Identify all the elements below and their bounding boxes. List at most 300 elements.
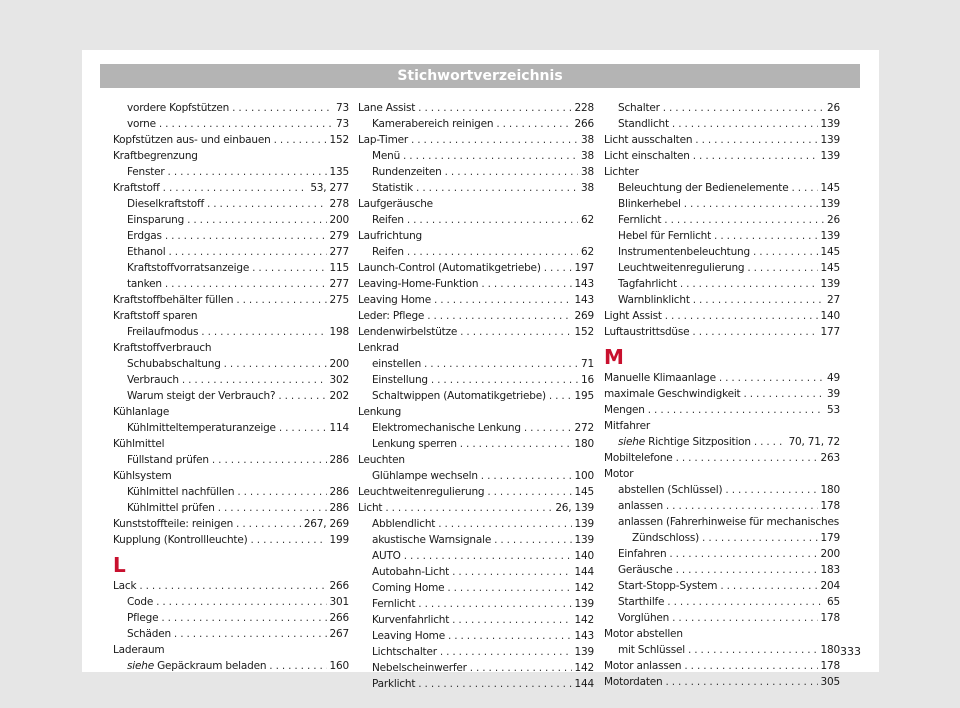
leader-dots — [669, 546, 817, 562]
leader-dots — [187, 212, 326, 228]
index-entry-page: 272 — [574, 422, 594, 434]
leader-dots — [418, 676, 571, 692]
index-entry-label: Kunststoffteile: reinigen — [113, 518, 234, 530]
index-entry-page: 26 — [827, 102, 840, 114]
index-entry-page: 139 — [820, 230, 840, 242]
index-column-3 — [604, 100, 840, 690]
index-entry — [358, 484, 594, 500]
index-entry-page: 27 — [827, 294, 840, 306]
index-entry-page: 180 — [820, 644, 840, 656]
leader-dots — [165, 228, 327, 244]
index-entry — [358, 164, 594, 180]
leader-dots — [251, 532, 327, 548]
leader-dots — [688, 642, 818, 658]
index-entry-label: Kraftbegrenzung — [113, 150, 198, 162]
index-entry — [358, 612, 594, 628]
index-entry-page: 100 — [574, 470, 594, 482]
index-entry — [113, 276, 349, 292]
index-entry — [358, 244, 594, 260]
index-entry-page: 267, 269 — [303, 518, 349, 530]
index-entry-page: 16 — [581, 374, 594, 386]
index-entry-page: 197 — [574, 262, 594, 274]
leader-dots — [385, 500, 552, 516]
index-entry-page: 38 — [581, 150, 594, 162]
leader-dots — [448, 628, 572, 644]
index-entry-page: 179 — [820, 532, 840, 544]
index-entry-page: 178 — [820, 612, 840, 624]
index-entry-label: Einsparung — [127, 214, 185, 226]
index-entry-page: 178 — [820, 660, 840, 672]
index-entry-page: 267 — [329, 628, 349, 640]
index-entry — [113, 610, 349, 626]
index-entry — [113, 196, 349, 212]
index-entry — [358, 148, 594, 164]
index-entry-label: Hebel für Fernlicht — [618, 230, 712, 242]
index-entry-page: 152 — [329, 134, 349, 146]
index-entry — [113, 436, 349, 452]
index-entry — [358, 564, 594, 580]
index-entry — [604, 546, 840, 562]
index-entry-label: Menü — [372, 150, 401, 162]
index-entry-label: Licht — [358, 502, 383, 514]
index-entry-label: Motor anlassen — [604, 660, 682, 672]
index-entry-label: Laufgeräusche — [358, 198, 433, 210]
index-entry-label: Schalter — [618, 102, 660, 114]
index-entry-label: Dieselkraftstoff — [127, 198, 204, 210]
index-entry-page: 266 — [329, 612, 349, 624]
index-entry-page: 62 — [581, 214, 594, 226]
index-entry-page: 139 — [574, 518, 594, 530]
index-entry-page: 38 — [581, 134, 594, 146]
index-entry — [358, 356, 594, 372]
index-entry — [604, 276, 840, 292]
index-entry-page: 135 — [329, 166, 349, 178]
index-entry-page: 180 — [574, 438, 594, 450]
index-entry — [604, 148, 840, 164]
index-entry — [113, 420, 349, 436]
leader-dots — [418, 596, 571, 612]
index-entry-label: Füllstand prüfen — [127, 454, 209, 466]
index-entry-label — [618, 434, 751, 450]
index-entry-label: mit Schlüssel — [618, 644, 685, 656]
index-entry-page: 183 — [820, 564, 840, 576]
index-entry — [113, 658, 349, 674]
index-entry-label: Licht einschalten — [604, 150, 690, 162]
leader-dots — [411, 132, 578, 148]
see-reference: siehe — [618, 436, 645, 448]
index-entry — [358, 532, 594, 548]
index-entry-label: akustische Warnsignale — [372, 534, 492, 546]
index-entry — [113, 484, 349, 500]
index-entry-page: 202 — [329, 390, 349, 402]
index-entry-label: Leder: Pflege — [358, 310, 425, 322]
index-entry-label: Kühlmittel prüfen — [127, 502, 215, 514]
index-entry — [113, 404, 349, 420]
index-entry — [113, 594, 349, 610]
index-entry — [113, 100, 349, 116]
index-column-2 — [358, 100, 594, 692]
page-number: 333 — [840, 645, 861, 658]
index-entry-label: Lichter — [604, 166, 639, 178]
index-entry-label: Kühlmitteltemperaturanzeige — [127, 422, 276, 434]
index-entry — [358, 628, 594, 644]
leader-dots — [754, 434, 786, 450]
index-entry-label: Lendenwirbelstütze — [358, 326, 458, 338]
index-entry — [604, 180, 840, 196]
index-entry-page: 115 — [329, 262, 349, 274]
leader-dots — [714, 228, 818, 244]
leader-dots — [667, 594, 824, 610]
leader-dots — [434, 292, 572, 308]
index-entry-page: 145 — [574, 486, 594, 498]
index-entry — [113, 388, 349, 404]
leader-dots — [218, 500, 327, 516]
leader-dots — [664, 212, 824, 228]
index-entry-label: Motordaten — [604, 676, 663, 688]
leader-dots — [201, 324, 326, 340]
index-entry-page: 277 — [329, 278, 349, 290]
index-entry — [113, 260, 349, 276]
index-entry-page: 73 — [336, 102, 349, 114]
leader-dots — [440, 644, 572, 660]
index-entry-label: Lane Assist — [358, 102, 416, 114]
index-entry — [113, 308, 349, 324]
index-entry-label: AUTO — [372, 550, 401, 562]
index-entry-label: Leaving Home — [358, 294, 431, 306]
index-entry — [604, 434, 840, 450]
index-entry-label: Reifen — [372, 246, 404, 258]
index-entry-label: Fenster — [127, 166, 165, 178]
index-entry — [358, 436, 594, 452]
index-entry-page: 139 — [574, 646, 594, 658]
index-entry-page: 266 — [329, 580, 349, 592]
index-entry — [113, 516, 349, 532]
index-entry-page: 177 — [820, 326, 840, 338]
index-entry-page: 305 — [820, 676, 840, 688]
index-entry — [113, 532, 349, 548]
index-entry-page: 73 — [336, 118, 349, 130]
index-entry-page: 144 — [574, 566, 594, 578]
index-entry-label: Standlicht — [618, 118, 669, 130]
index-entry — [358, 212, 594, 228]
index-entry — [604, 308, 840, 324]
index-entry — [113, 164, 349, 180]
index-entry-page: 301 — [329, 596, 349, 608]
index-entry-page: 143 — [574, 630, 594, 642]
index-entry-label: Lenkung sperren — [372, 438, 457, 450]
index-entry — [604, 658, 840, 674]
index-entry-page: 286 — [329, 502, 349, 514]
index-entry — [604, 164, 840, 180]
leader-dots — [404, 548, 572, 564]
index-entry — [604, 386, 840, 402]
index-entry-label: Geräusche — [618, 564, 673, 576]
leader-dots — [481, 468, 572, 484]
leader-dots — [481, 276, 571, 292]
leader-dots — [452, 564, 571, 580]
leader-dots — [407, 244, 578, 260]
index-entry-page: 228 — [574, 102, 594, 114]
index-entry-page: 263 — [820, 452, 840, 464]
index-entry — [358, 644, 594, 660]
index-entry-label: Manuelle Klimaanlage — [604, 372, 716, 384]
index-entry-page: 269 — [574, 310, 594, 322]
index-entry — [604, 228, 840, 244]
index-entry — [113, 500, 349, 516]
index-entry-page: 144 — [574, 678, 594, 690]
index-entry — [604, 466, 840, 482]
index-entry-label: Mobiltelefone — [604, 452, 673, 464]
index-entry-page: 143 — [574, 294, 594, 306]
index-entry-label: einstellen — [372, 358, 422, 370]
index-entry-label: Schäden — [127, 628, 171, 640]
leader-dots — [665, 308, 818, 324]
index-entry — [358, 404, 594, 420]
index-entry-label — [127, 658, 266, 674]
index-entry — [604, 196, 840, 212]
index-entry-label: Kraftstoffverbrauch — [113, 342, 212, 354]
leader-dots — [224, 356, 327, 372]
index-entry — [604, 324, 840, 340]
index-entry-page: 145 — [820, 182, 840, 194]
index-entry — [358, 100, 594, 116]
leader-dots — [236, 292, 326, 308]
index-entry-page: 195 — [574, 390, 594, 402]
index-entry — [358, 196, 594, 212]
index-entry-page: 142 — [574, 662, 594, 674]
index-entry-label: Coming Home — [372, 582, 445, 594]
leader-dots — [165, 276, 327, 292]
index-entry-page: 139 — [820, 118, 840, 130]
index-entry-label: Leuchtweitenregulierung — [358, 486, 485, 498]
index-entry-label: Leaving-Home-Funktion — [358, 278, 479, 290]
index-entry-label: Erdgas — [127, 230, 162, 242]
leader-dots — [424, 356, 578, 372]
leader-dots — [269, 658, 326, 674]
leader-dots — [156, 594, 326, 610]
index-entry-label: Kraftstoffvorratsanzeige — [127, 262, 250, 274]
index-entry-label: Einstellung — [372, 374, 428, 386]
index-column-1 — [113, 100, 349, 674]
index-entry — [358, 452, 594, 468]
leader-dots — [791, 180, 817, 196]
index-entry — [604, 514, 840, 530]
index-entry — [604, 626, 840, 642]
index-entry-label: Lenkung — [358, 406, 402, 418]
index-entry-label: vordere Kopfstützen — [127, 102, 230, 114]
index-letter-heading: L — [113, 553, 126, 577]
index-entry — [604, 370, 840, 386]
index-entry-page: 26 — [827, 214, 840, 226]
index-entry-label: Lichtschalter — [372, 646, 437, 658]
index-entry-page: 139 — [820, 150, 840, 162]
index-entry-label: Kraftstoff — [113, 182, 160, 194]
leader-dots — [702, 530, 818, 546]
leader-dots — [524, 420, 572, 436]
leader-dots — [212, 452, 327, 468]
index-entry-label: Nebelscheinwerfer — [372, 662, 467, 674]
section-header: Stichwortverzeichnis — [100, 64, 860, 88]
index-entry-page: 178 — [820, 500, 840, 512]
leader-dots — [753, 244, 818, 260]
index-entry-label: Fernlicht — [372, 598, 416, 610]
index-entry-page: 200 — [329, 214, 349, 226]
index-letter-heading: M — [604, 345, 624, 369]
index-entry-label: anlassen (Fahrerhinweise für mechanisches — [618, 516, 839, 528]
leader-dots — [418, 100, 571, 116]
index-entry-label: Laderaum — [113, 644, 165, 656]
leader-dots — [719, 370, 824, 386]
index-entry-page: 65 — [827, 596, 840, 608]
index-entry — [604, 212, 840, 228]
index-entry — [358, 580, 594, 596]
index-entry — [113, 468, 349, 484]
index-entry — [604, 418, 840, 434]
leader-dots — [447, 580, 571, 596]
leader-dots — [470, 660, 572, 676]
leader-dots — [438, 516, 571, 532]
index-entry-label: Kraftstoffbehälter füllen — [113, 294, 234, 306]
index-entry-label: Luftaustrittsdüse — [604, 326, 690, 338]
index-entry-label: Leuchten — [358, 454, 405, 466]
index-entry-page: 140 — [820, 310, 840, 322]
index-entry-label: Pflege — [127, 612, 159, 624]
leader-dots — [549, 388, 572, 404]
index-entry-page: 145 — [820, 262, 840, 274]
index-entry-page: 277 — [329, 246, 349, 258]
index-entry — [604, 674, 840, 690]
index-entry-label: Kühlmittel nachfüllen — [127, 486, 235, 498]
index-entry — [113, 180, 349, 196]
index-entry-label: Abblendlicht — [372, 518, 436, 530]
index-entry-label: Blinkerhebel — [618, 198, 681, 210]
index-entry — [358, 228, 594, 244]
index-entry — [604, 642, 840, 658]
index-entry — [113, 578, 349, 594]
index-entry — [358, 676, 594, 692]
index-entry-page: 139 — [820, 198, 840, 210]
index-entry — [113, 452, 349, 468]
leader-dots — [720, 578, 817, 594]
index-entry-page: 278 — [329, 198, 349, 210]
leader-dots — [168, 164, 327, 180]
index-entry — [113, 132, 349, 148]
leader-dots — [161, 610, 326, 626]
index-entry — [358, 324, 594, 340]
index-entry-page: 38 — [581, 166, 594, 178]
leader-dots — [544, 260, 572, 276]
index-entry — [604, 244, 840, 260]
index-entry-label: Lenkrad — [358, 342, 399, 354]
index-entry — [113, 642, 349, 658]
index-entry-label: vorne — [127, 118, 156, 130]
index-entry — [358, 516, 594, 532]
leader-dots — [496, 116, 571, 132]
index-entry-label: tanken — [127, 278, 162, 290]
index-entry-label: Lap-Timer — [358, 134, 408, 146]
index-entry — [358, 548, 594, 564]
index-entry-label: Rundenzeiten — [372, 166, 442, 178]
leader-dots — [279, 420, 327, 436]
index-entry-page: 200 — [820, 548, 840, 560]
index-entry-label: Kupplung (Kontrollleuchte) — [113, 534, 248, 546]
index-entry-label: Statistik — [372, 182, 414, 194]
index-entry-label: Beleuchtung der Bedienelemente — [618, 182, 789, 194]
index-entry-label: Kurvenfahrlicht — [372, 614, 450, 626]
leader-dots — [159, 116, 333, 132]
index-entry-label: Mengen — [604, 404, 645, 416]
index-entry — [358, 388, 594, 404]
index-entry-label: Kopfstützen aus- und einbauen — [113, 134, 271, 146]
leader-dots — [182, 372, 327, 388]
leader-dots — [427, 308, 571, 324]
index-entry-page: 198 — [329, 326, 349, 338]
index-entry — [604, 530, 840, 546]
index-entry-label: Vorglühen — [618, 612, 670, 624]
index-entry-label: Kraftstoff sparen — [113, 310, 198, 322]
leader-dots — [174, 626, 327, 642]
index-entry-page: 139 — [574, 534, 594, 546]
index-entry-label: Tagfahrlicht — [618, 278, 677, 290]
leader-dots — [693, 292, 824, 308]
index-entry — [604, 482, 840, 498]
leader-dots — [232, 100, 333, 116]
index-entry-page: 38 — [581, 182, 594, 194]
leader-dots — [747, 260, 817, 276]
index-entry — [113, 324, 349, 340]
index-entry — [604, 100, 840, 116]
index-entry-page: 180 — [820, 484, 840, 496]
leader-dots — [207, 196, 327, 212]
index-entry-page: 279 — [329, 230, 349, 242]
leader-dots — [407, 212, 578, 228]
leader-dots — [666, 674, 818, 690]
index-entry — [604, 402, 840, 418]
leader-dots — [494, 532, 571, 548]
index-entry-label: Laufrichtung — [358, 230, 422, 242]
leader-dots — [403, 148, 578, 164]
index-entry — [604, 610, 840, 626]
index-entry — [358, 116, 594, 132]
index-entry — [358, 180, 594, 196]
index-entry-page: 143 — [574, 278, 594, 290]
index-entry-label: Zündschloss) — [632, 532, 700, 544]
index-entry — [358, 468, 594, 484]
index-entry-page: 145 — [820, 246, 840, 258]
index-entry — [113, 340, 349, 356]
index-entry — [604, 594, 840, 610]
leader-dots — [278, 388, 326, 404]
leader-dots — [431, 372, 578, 388]
index-entry — [358, 660, 594, 676]
index-entry — [358, 308, 594, 324]
index-entry-page: 139 — [574, 598, 594, 610]
index-entry-label: Schaltwippen (Automatikgetriebe) — [372, 390, 546, 402]
leader-dots — [445, 164, 578, 180]
index-entry-text: Richtige Sitzposition — [648, 436, 751, 448]
index-entry-label: Fernlicht — [618, 214, 662, 226]
index-entry — [604, 116, 840, 132]
leader-dots — [139, 578, 326, 594]
index-entry-page: 302 — [329, 374, 349, 386]
index-entry-page: 286 — [329, 454, 349, 466]
index-entry-label: Launch-Control (Automatikgetriebe) — [358, 262, 541, 274]
leader-dots — [487, 484, 571, 500]
index-entry-label: Reifen — [372, 214, 404, 226]
index-entry-page: 139 — [820, 134, 840, 146]
leader-dots — [695, 132, 817, 148]
index-entry — [113, 212, 349, 228]
